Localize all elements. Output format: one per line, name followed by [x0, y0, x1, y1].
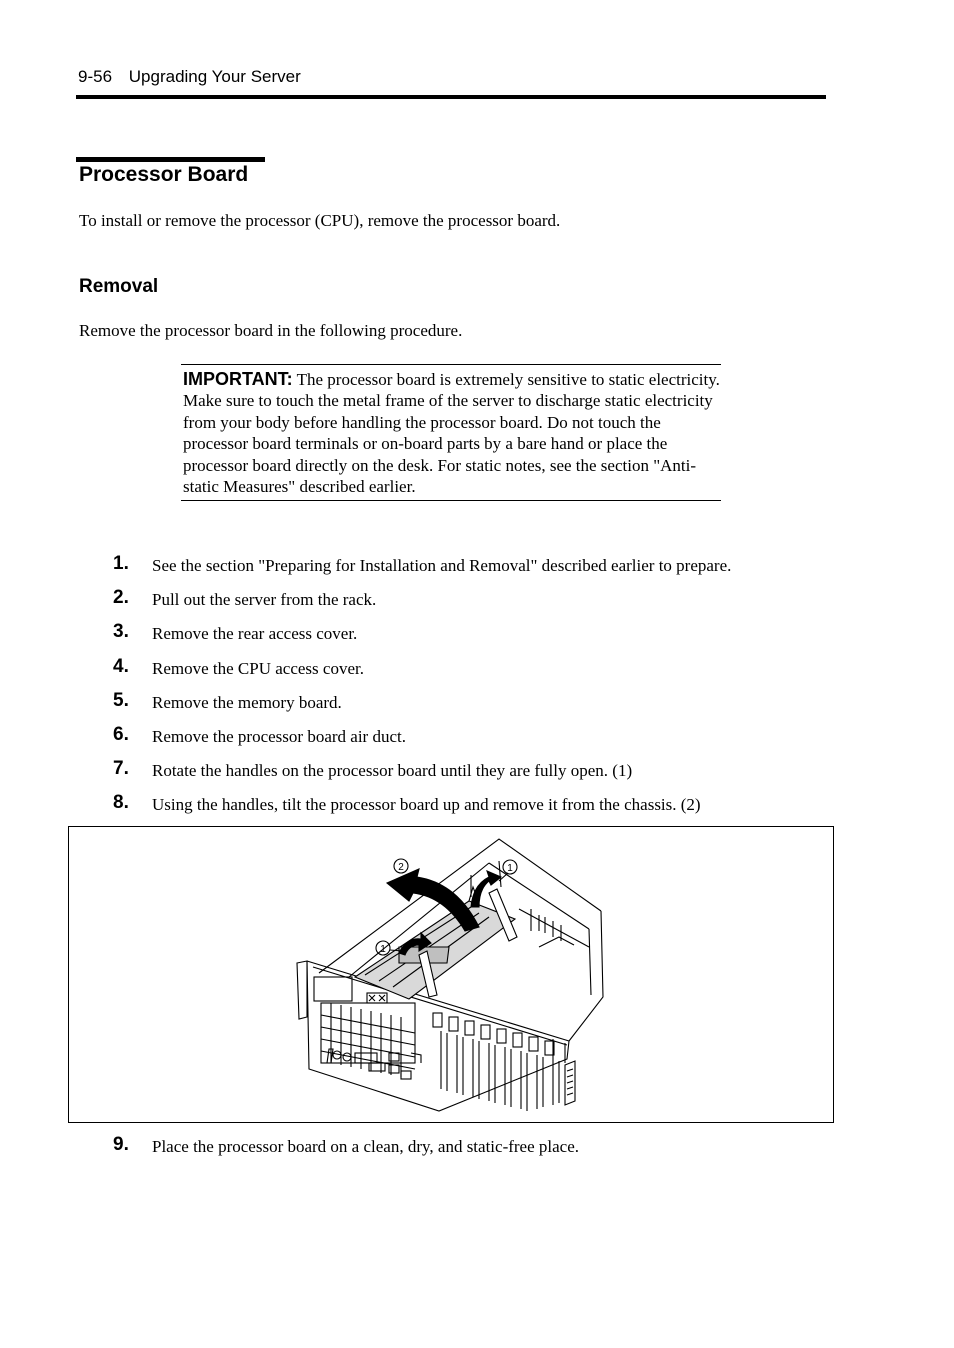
removal-title: Removal	[79, 276, 159, 297]
page-number: 9-56	[78, 67, 113, 86]
important-lead: IMPORTANT:	[183, 369, 293, 389]
figure-callout-label: 1	[380, 944, 386, 955]
section-title: Processor Board	[79, 163, 249, 186]
step-text: Using the handles, tilt the processor board up and remove it from the chassis. (2)	[152, 795, 701, 814]
step-text: Pull out the server from the rack.	[152, 590, 377, 609]
step-text: Remove the rear access cover.	[152, 624, 358, 643]
figure-callout-label: 2	[398, 862, 404, 873]
step-number: 9.	[113, 1134, 129, 1155]
step-text: Remove the memory board.	[152, 693, 342, 712]
step-number: 3.	[113, 621, 129, 642]
step-text: Remove the processor board air duct.	[152, 727, 406, 746]
step-number: 1.	[113, 553, 129, 574]
step-text: Place the processor board on a clean, dry, and static-free place.	[152, 1137, 580, 1156]
step-text: Remove the CPU access cover.	[152, 659, 364, 678]
important-text: The processor board is extremely sensitive to static electricity. Make sure to touch the metal frame of the server to discharge static electricity from your body before handling the processor board. Do not touch the processor board terminals or on-board parts by a bare hand or place the processor board directly on the desk. For static notes, see the section "Anti-static Measures" described earlier.	[183, 370, 720, 497]
step-number: 6.	[113, 724, 129, 745]
step-number: 5.	[113, 690, 129, 711]
header-rule	[76, 95, 826, 99]
running-header	[78, 67, 301, 87]
step-number: 7.	[113, 758, 129, 779]
step-text: See the section "Preparing for Installation and Removal" described earlier to prepare.	[152, 556, 732, 575]
figure-callout-label: 1	[507, 863, 513, 874]
step-number: 4.	[113, 656, 129, 677]
step-number: 2.	[113, 587, 129, 608]
server-chassis-illustration	[69, 827, 835, 1124]
processor-board-removal-figure	[68, 826, 834, 1123]
important-note	[181, 364, 721, 501]
section-bar	[76, 157, 265, 162]
step-text: Rotate the handles on the processor board until they are fully open. (1)	[152, 761, 633, 780]
removal-intro: Remove the processor board in the following procedure.	[79, 321, 463, 340]
section-intro: To install or remove the processor (CPU), remove the processor board.	[79, 211, 561, 230]
step-number: 8.	[113, 792, 129, 813]
chapter-title: Upgrading Your Server	[128, 67, 301, 86]
